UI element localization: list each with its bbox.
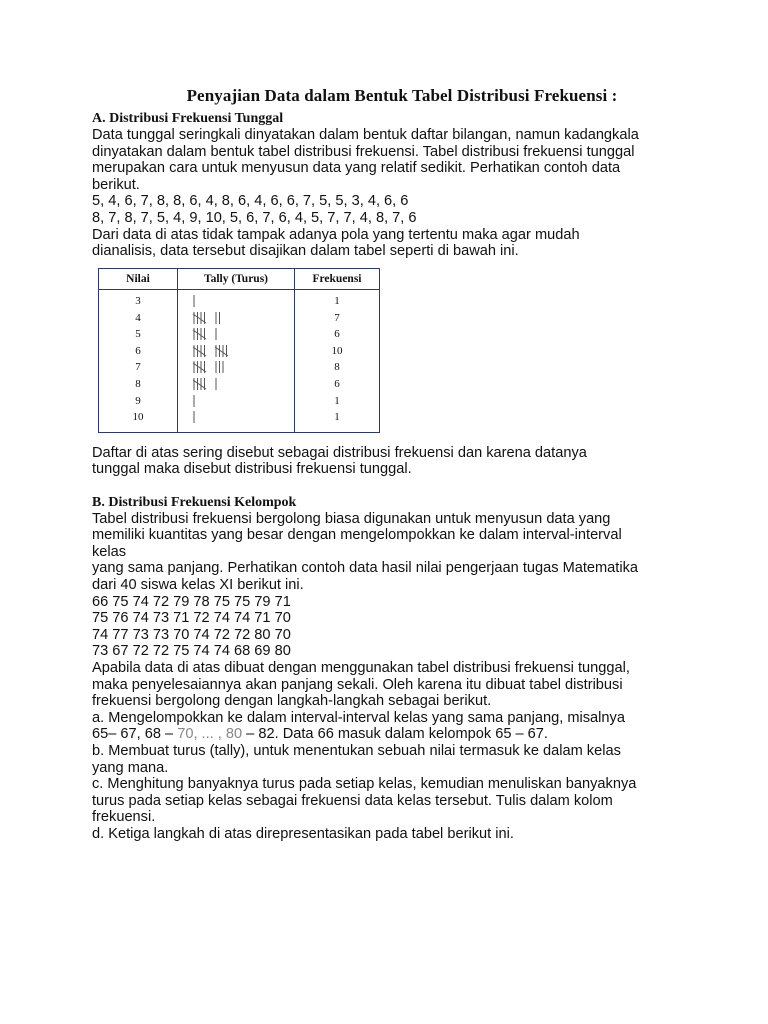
cell-nilai: 7 <box>99 359 178 376</box>
table-header-row <box>99 268 380 289</box>
tally-marks-icon <box>192 377 222 391</box>
cell-frekuensi: 10 <box>331 344 343 357</box>
cell-frekuensi: 7 <box>334 311 340 324</box>
step-a-range-line <box>92 726 712 743</box>
paragraph-line: Daftar di atas sering disebut sebagai distribusi frekuensi dan karena datanya <box>92 444 587 461</box>
frequency-table-wrapper <box>98 268 380 433</box>
step-d-line: d. Ketiga langkah di atas direpresentasikan pada tabel berikut ini. <box>92 825 514 842</box>
paragraph-line: memiliki kuantitas yang besar dengan mengelompokkan ke dalam interval-interval <box>92 527 622 544</box>
step-a-line: a. Mengelompokkan ke dalam interval-interval kelas yang sama panjang, misalnya <box>92 709 625 726</box>
cell-frekuensi: 8 <box>334 361 340 374</box>
data-row: 5, 4, 6, 7, 8, 8, 6, 4, 8, 6, 4, 6, 6, 7, 5, 5, 3, 4, 6, 6 <box>92 193 409 210</box>
data-row: 8, 7, 8, 7, 5, 4, 9, 10, 5, 6, 7, 6, 4, 5, 7, 7, 4, 8, 7, 6 <box>92 209 417 226</box>
paragraph-line: merupakan cara untuk menyusun data yang relatif sedikit. Perhatikan contoh data <box>92 160 621 177</box>
cell-tally <box>178 326 295 343</box>
paragraph-line: kelas <box>92 543 127 560</box>
paragraph-line: yang sama panjang. Perhatikan contoh data hasil nilai pengerjaan tugas Matematika <box>92 560 638 577</box>
cell-nilai: 5 <box>99 326 178 343</box>
cell-frekuensi: 6 <box>334 378 340 391</box>
paragraph-line: Tabel distribusi frekuensi bergolong biasa digunakan untuk menyusun data yang <box>92 510 611 527</box>
page-title: Penyajian Data dalam Bentuk Tabel Distribusi Frekuensi : <box>186 86 618 105</box>
range-text-post: – 82. Data 66 masuk dalam kelompok 65 – 67. <box>242 726 548 743</box>
table-row <box>99 409 380 432</box>
header-tally: Tally (Turus) <box>178 268 295 289</box>
paragraph-line: yang mana. <box>92 759 169 776</box>
data-row: 73 67 72 72 75 74 74 68 69 80 <box>92 643 291 660</box>
paragraph-line: dinyatakan dalam bentuk tabel distribusi frekuensi. Tabel distribusi frekuensi tunggal <box>92 143 635 160</box>
cell-nilai: 6 <box>99 343 178 360</box>
paragraph-line: frekuensi bergolong dengan langkah-langkah sebagai berikut. <box>92 693 492 710</box>
section-a-heading: A. Distribusi Frekuensi Tunggal <box>92 111 284 126</box>
table-row <box>99 289 380 309</box>
paragraph-line: tunggal maka disebut distribusi frekuensi tunggal. <box>92 461 412 478</box>
data-row: 75 76 74 73 71 72 74 74 71 70 <box>92 610 291 627</box>
step-b-line: b. Membuat turus (tally), untuk menentukan sebuah nilai termasuk ke dalam kelas <box>92 743 621 759</box>
cell-nilai: 3 <box>99 289 178 309</box>
cell-tally <box>178 392 295 409</box>
cell-tally <box>178 359 295 376</box>
table-row <box>99 392 380 409</box>
data-row: 66 75 74 72 79 78 75 75 79 71 <box>92 593 291 610</box>
tally-marks-icon <box>192 311 225 325</box>
table-row <box>99 343 380 360</box>
cell-tally <box>178 376 295 393</box>
cell-tally <box>178 289 295 309</box>
range-text-pre: 65– 67, 68 – <box>92 726 178 743</box>
cell-nilai: 4 <box>99 309 178 326</box>
table-row <box>99 326 380 343</box>
section-b <box>92 494 712 843</box>
cell-frekuensi: 1 <box>334 295 340 308</box>
table-row <box>99 359 380 376</box>
paragraph-line: Apabila data di atas dibuat dengan menggunakan tabel distribusi frekuensi tunggal, <box>92 660 630 677</box>
table-row <box>99 309 380 326</box>
section-a <box>92 110 712 478</box>
cell-frekuensi: 1 <box>334 411 340 424</box>
paragraph-line: maka penyelesaiannya akan panjang sekali. Oleh karena itu dibuat tabel distribusi <box>92 676 623 693</box>
cell-nilai: 8 <box>99 376 178 393</box>
cell-nilai: 9 <box>99 392 178 409</box>
cell-tally <box>178 343 295 360</box>
cell-nilai: 10 <box>99 409 178 432</box>
header-frekuensi: Frekuensi <box>295 268 380 289</box>
range-text-gray: 70, ... , 80 <box>177 726 243 743</box>
cell-tally <box>178 409 295 432</box>
paragraph-line: Data tunggal seringkali dinyatakan dalam bentuk daftar bilangan, namun kadangkala <box>92 127 639 143</box>
tally-marks-icon <box>192 344 240 358</box>
data-row: 74 77 73 73 70 74 72 72 80 70 <box>92 626 291 643</box>
cell-frekuensi: 6 <box>334 328 340 341</box>
cell-tally <box>178 309 295 326</box>
tally-marks-icon <box>192 394 200 408</box>
tally-marks-icon <box>192 360 229 374</box>
table-row <box>99 376 380 393</box>
tally-marks-icon <box>192 294 200 308</box>
frequency-table <box>98 268 380 433</box>
paragraph-line: dianalisis, data tersebut disajikan dalam tabel seperti di bawah ini. <box>92 243 519 260</box>
paragraph-line: berikut. <box>92 176 140 193</box>
paragraph-line: frekuensi. <box>92 809 156 826</box>
paragraph-line: turus pada setiap kelas sebagai frekuensi data kelas tersebut. Tulis dalam kolom <box>92 792 613 809</box>
header-nilai: Nilai <box>99 268 178 289</box>
paragraph-line: dari 40 siswa kelas XI berikut ini. <box>92 577 304 594</box>
document-page <box>92 86 712 843</box>
paragraph-line: Dari data di atas tidak tampak adanya pola yang tertentu maka agar mudah <box>92 226 580 243</box>
section-b-heading: B. Distribusi Frekuensi Kelompok <box>92 494 297 510</box>
cell-frekuensi: 1 <box>334 394 340 407</box>
step-c-line: c. Menghitung banyaknya turus pada setiap kelas, kemudian menuliskan banyaknya <box>92 776 637 793</box>
tally-marks-icon <box>192 327 222 341</box>
tally-marks-icon <box>192 410 200 424</box>
